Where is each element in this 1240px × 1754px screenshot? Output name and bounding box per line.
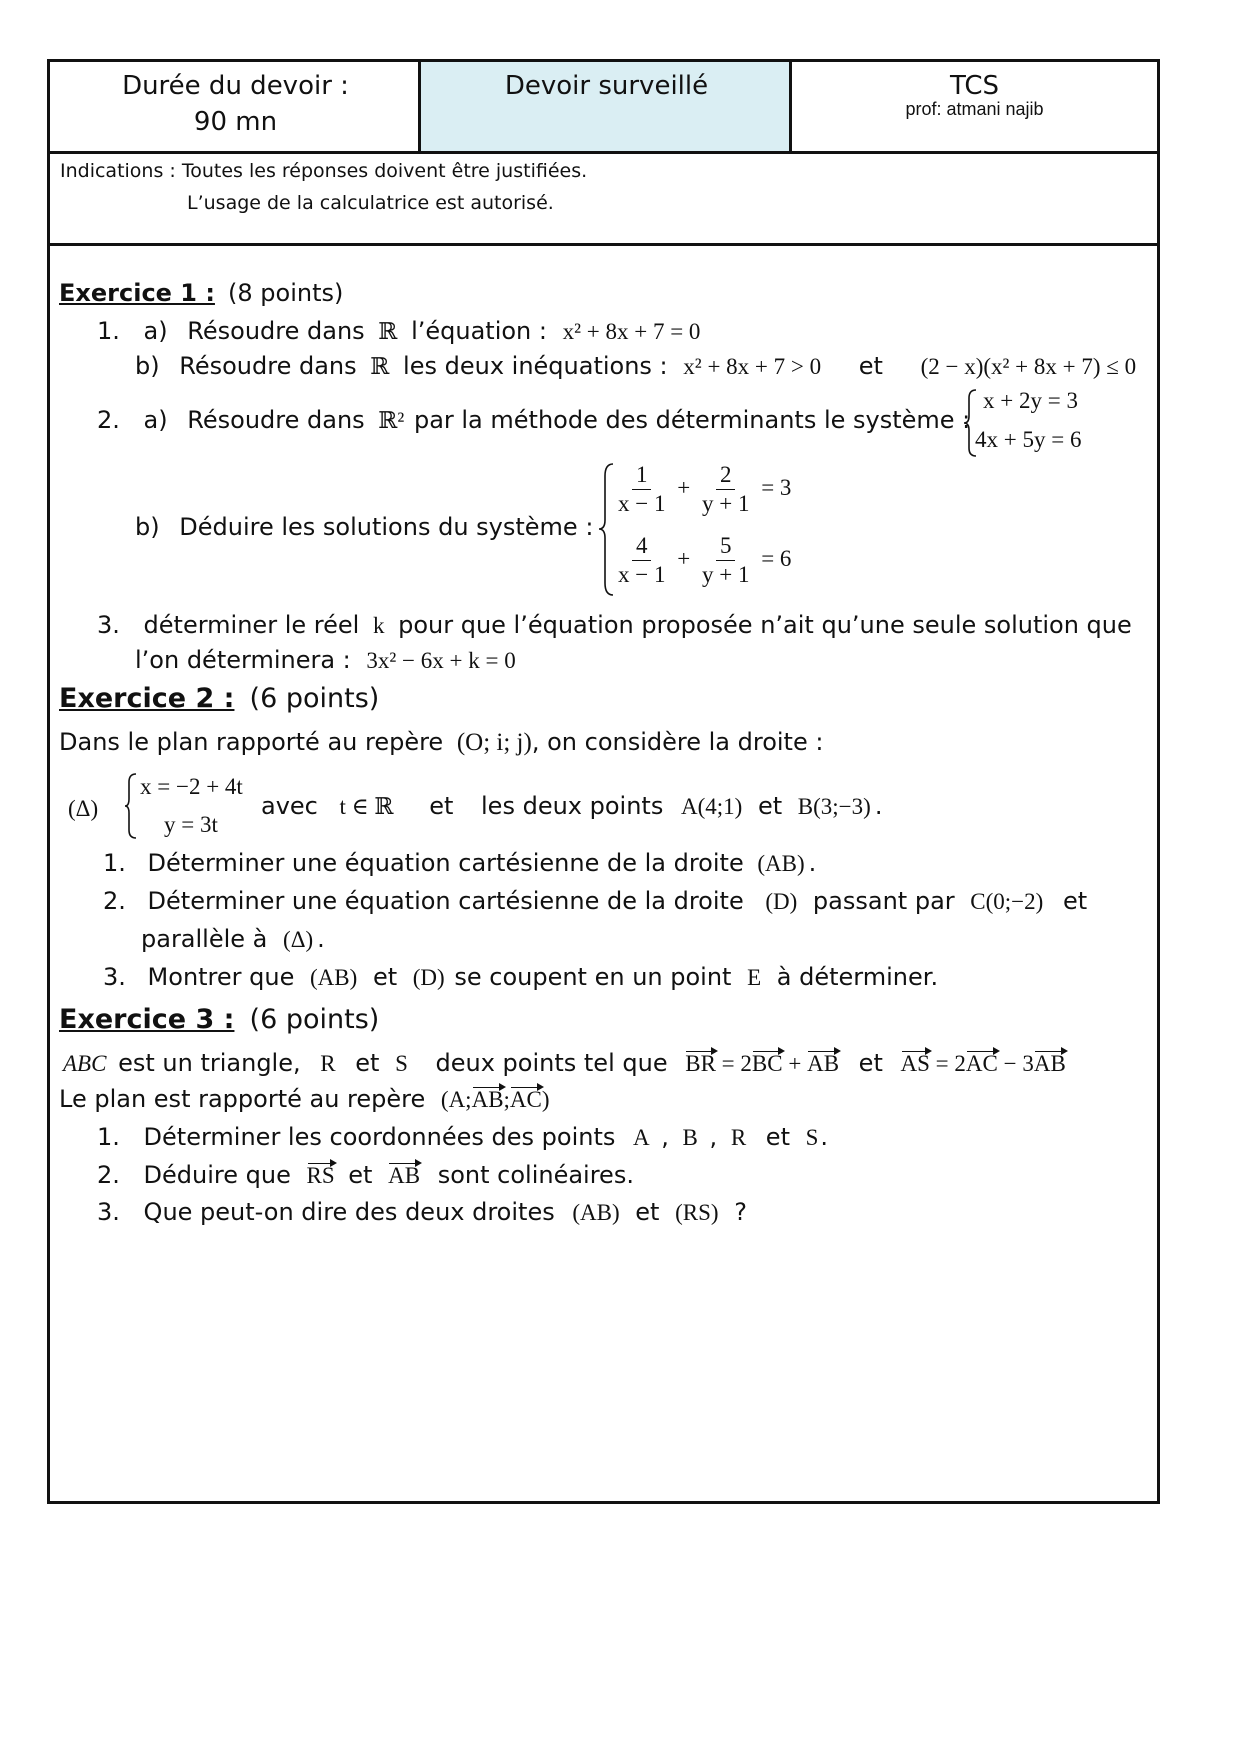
text: . — [874, 792, 883, 820]
line-ab: (AB) — [310, 965, 358, 990]
ex1-q3-line1 — [97, 611, 1132, 639]
point-a: A — [633, 1125, 650, 1150]
vector-ab: AB — [807, 1051, 840, 1076]
param-eq2: y = 3t — [164, 812, 218, 837]
class-label: TCS — [949, 71, 1000, 101]
text: l’équation : — [411, 317, 547, 345]
vector-ab: AB — [1033, 1051, 1066, 1076]
brace-icon — [124, 772, 138, 840]
text: déterminer le réel — [143, 611, 360, 639]
ex1-q2a — [97, 406, 970, 434]
text: et — [429, 792, 454, 820]
system-row2 — [614, 533, 791, 588]
question-number: 3. — [97, 1198, 120, 1226]
fraction-numerator: 5 — [716, 533, 736, 561]
text: Montrer que — [147, 963, 295, 991]
point-s: S — [805, 1125, 819, 1150]
operator: + — [677, 545, 691, 571]
text: Résoudre dans — [179, 352, 357, 380]
question-number: 2. — [97, 406, 120, 434]
point-b: B(3;−3) — [797, 794, 871, 819]
text: Le plan est rapporté au repère — [59, 1085, 426, 1113]
rhs: = 3 — [761, 474, 792, 500]
divider — [50, 243, 1157, 246]
ex1-q3-line2 — [135, 646, 516, 674]
fraction-denominator: y + 1 — [701, 562, 750, 587]
triangle-name: ABC — [63, 1051, 107, 1076]
equation: 3x² − 6x + k = 0 — [366, 648, 516, 673]
question-number: 2. — [97, 1161, 120, 1189]
divider — [50, 151, 1157, 154]
text: et — [858, 1049, 883, 1077]
vector-as: AS — [900, 1051, 930, 1076]
system-eq1: x + 2y = 3 — [983, 388, 1078, 413]
set-symbol: ℝ — [370, 354, 390, 379]
fraction-numerator: 4 — [632, 533, 652, 561]
vector-bc: BC — [751, 1051, 783, 1076]
duration-line1: Durée du devoir : — [122, 71, 349, 101]
text: et — [635, 1198, 660, 1226]
point-c: C(0;−2) — [970, 889, 1044, 914]
vector-ac: AC — [965, 1051, 998, 1076]
point-r: R — [730, 1125, 747, 1150]
text: les deux points — [481, 792, 664, 820]
text: Déduire que — [143, 1161, 291, 1189]
question-number: 3. — [97, 611, 120, 639]
line-d: (D) — [765, 889, 798, 914]
duration-cell — [50, 62, 421, 154]
fraction-denominator: y + 1 — [701, 491, 750, 516]
set-symbol: ℝ² — [378, 408, 405, 433]
text: avec — [261, 792, 318, 820]
prof-name: prof: atmani najib — [905, 99, 1044, 119]
ex3-plan — [59, 1085, 550, 1113]
ex2-points: (6 points) — [249, 683, 380, 714]
ex3-q2 — [97, 1161, 634, 1189]
ex2-q3 — [103, 963, 938, 991]
operator: = 2 — [721, 1051, 752, 1076]
equation: x² + 8x + 7 = 0 — [562, 319, 701, 344]
vector-ac: AC — [509, 1087, 542, 1112]
ex2-q1 — [103, 849, 816, 877]
fraction-numerator: 1 — [632, 462, 652, 490]
text: passant par — [812, 887, 955, 915]
text: . — [808, 849, 817, 877]
ex3-points: (6 points) — [249, 1004, 380, 1035]
line-ab: (AB) — [572, 1200, 620, 1225]
text: Résoudre dans — [187, 317, 365, 345]
ex1-q1b — [135, 352, 1136, 380]
question-number: 1. — [103, 849, 126, 877]
text: l’on déterminera : — [135, 646, 351, 674]
text: se coupent en un point — [454, 963, 732, 991]
question-number: 3. — [103, 963, 126, 991]
variable: k — [372, 613, 385, 638]
line-rs: (RS) — [675, 1200, 719, 1225]
point-a: A(4;1) — [680, 794, 743, 819]
ex1-heading — [59, 279, 343, 307]
repere: (O; i; j) — [456, 729, 532, 756]
text: et — [757, 792, 783, 820]
system-row1 — [614, 462, 791, 517]
divider — [789, 62, 792, 154]
ex2-title: Exercice 2 : — [59, 683, 235, 714]
text: Déterminer une équation cartésienne de la droite — [147, 887, 744, 915]
vector-ab: AB — [471, 1087, 504, 1112]
param-domain: t ∈ ℝ — [339, 794, 394, 819]
repere-part: ) — [541, 1087, 550, 1112]
class-cell — [792, 62, 1157, 154]
question-number: 2. — [103, 887, 126, 915]
param-eq1: x = −2 + 4t — [140, 774, 243, 799]
line-ab: (AB) — [757, 851, 805, 876]
indications-line2: L’usage de la calculatrice est autorisé. — [187, 192, 554, 214]
text: Déterminer les coordonnées des points — [143, 1123, 616, 1151]
fraction-numerator: 2 — [716, 462, 736, 490]
question-number: 1. — [97, 317, 120, 345]
point-e: E — [747, 965, 762, 990]
ex3-title: Exercice 3 : — [59, 1004, 235, 1035]
ex1-title: Exercice 1 : — [59, 279, 215, 307]
text: et — [372, 963, 398, 991]
operator: + — [677, 474, 691, 500]
sub-label: b) — [135, 513, 160, 541]
repere-part: (A; — [440, 1087, 472, 1112]
ex3-q1: 1. Déterminer les coordonnées des points A , B , R et S. — [97, 1123, 829, 1151]
text: pour que l’équation proposée n’ait qu’une seule solution que — [398, 611, 1132, 639]
divider — [418, 62, 421, 154]
text: et — [355, 1049, 380, 1077]
text: par la méthode des déterminants le système : — [413, 406, 971, 434]
text: et — [1062, 887, 1088, 915]
point-r: R — [320, 1051, 336, 1076]
indications-line1: Indications : Toutes les réponses doivent être justifiées. — [60, 160, 588, 182]
fraction-denominator: x − 1 — [618, 491, 666, 516]
repere-part: ; — [503, 1087, 510, 1112]
text: Déduire les solutions du système : — [179, 513, 594, 541]
text: , — [709, 1123, 718, 1151]
exam-title: Devoir surveillé — [504, 71, 709, 101]
text: et — [765, 1123, 790, 1151]
ex2-points-line — [261, 792, 882, 820]
point-b: B — [682, 1125, 698, 1150]
text: ? — [734, 1198, 747, 1226]
text: , — [661, 1123, 669, 1151]
text: parallèle à — [141, 925, 268, 953]
title-cell — [421, 62, 792, 154]
inequation: (2 − x)(x² + 8x + 7) ≤ 0 — [920, 354, 1137, 379]
ex2-q2-line1 — [103, 887, 1087, 915]
ex2-heading — [59, 683, 379, 714]
inequation: x² + 8x + 7 > 0 — [683, 354, 822, 379]
text: Que peut-on dire des deux droites — [143, 1198, 555, 1226]
point-s: S — [395, 1051, 408, 1076]
vector-ab: AB — [388, 1163, 421, 1188]
text: Déterminer une équation cartésienne de la droite — [147, 849, 744, 877]
system-eq2: 4x + 5y = 6 — [975, 427, 1082, 452]
ex1-points: (8 points) — [228, 279, 344, 307]
text: Dans le plan rapporté au repère — [59, 728, 444, 756]
text: et — [348, 1161, 373, 1189]
ex3-q3 — [97, 1198, 747, 1226]
text: à déterminer. — [776, 963, 939, 991]
ex1-q2b — [135, 513, 593, 541]
operator: + — [788, 1051, 802, 1076]
text: deux points tel que — [435, 1049, 668, 1077]
delta-label: (Δ) — [68, 796, 99, 821]
set-symbol: ℝ — [378, 319, 398, 344]
vector-br: BR — [685, 1051, 716, 1076]
text: est un triangle, — [118, 1049, 301, 1077]
vector-rs: RS — [306, 1163, 335, 1188]
question-number: 1. — [97, 1123, 120, 1151]
duration-line2: 90 mn — [193, 107, 278, 137]
operator: − 3 — [1003, 1051, 1034, 1076]
ex2-intro — [59, 728, 823, 757]
sub-label: b) — [135, 352, 160, 380]
fraction-denominator: x − 1 — [618, 562, 666, 587]
ex2-q2-line2 — [141, 925, 325, 953]
ex1-q1a — [97, 317, 700, 345]
operator: = 2 — [935, 1051, 966, 1076]
text: les deux inéquations : — [403, 352, 668, 380]
text: sont colinéaires. — [437, 1161, 634, 1189]
line-d: (D) — [412, 965, 445, 990]
text: , on considère la droite : — [531, 728, 824, 756]
delta-ref: (Δ) — [283, 927, 314, 952]
text: et — [858, 352, 883, 380]
text: Résoudre dans — [187, 406, 365, 434]
sub-label: a) — [143, 406, 168, 434]
sub-label: a) — [143, 317, 168, 345]
ex3-heading — [59, 1004, 379, 1035]
text: . — [317, 925, 325, 953]
ex3-intro — [63, 1049, 1066, 1077]
rhs: = 6 — [761, 545, 792, 571]
